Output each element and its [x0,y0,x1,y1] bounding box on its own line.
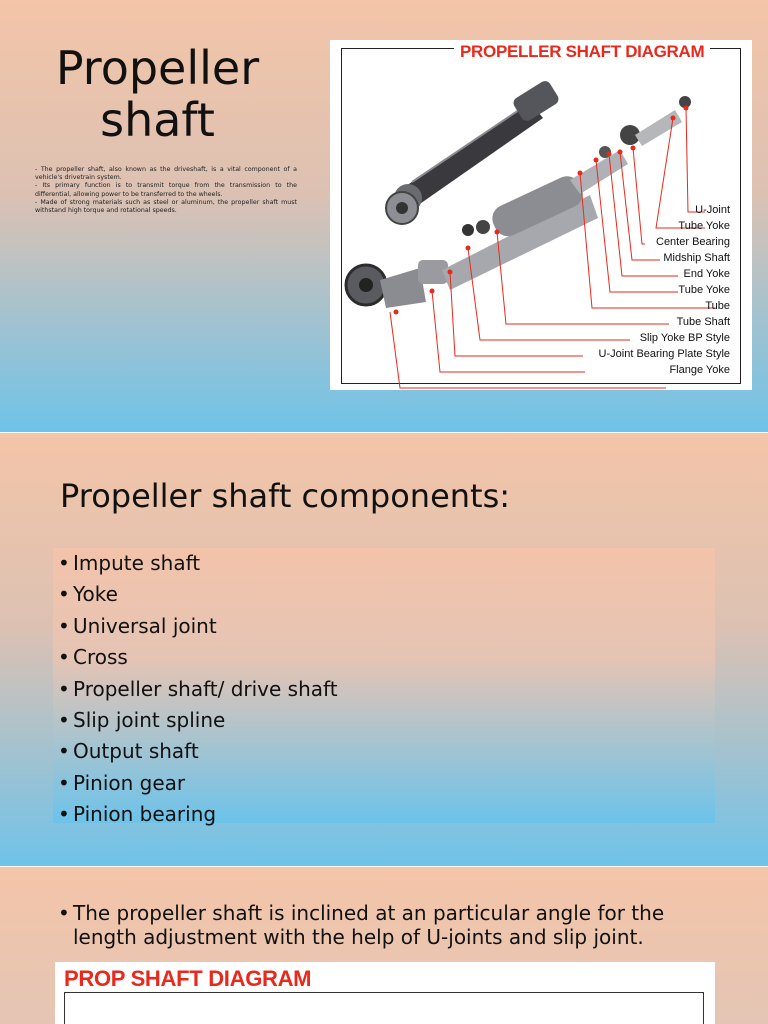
label-tube-yoke: Tube Yoke [678,220,730,232]
list-item [53,705,715,736]
slide-title: Propeller shaft [55,41,260,147]
bullet: • [58,739,70,764]
list-item [53,548,715,579]
bullet: • [58,551,70,575]
body-paragraph-1: - The propeller shaft, also known as the driveshaft, is a vital component of a vehicle's drivetrain system. [35,166,297,182]
label-u-joint: U-Joint [695,204,730,216]
label-center-bearing: Center Bearing [656,236,730,248]
list-item [53,674,715,705]
bullet: • [58,802,70,827]
list-item-text: Output shaft [73,739,199,764]
slide-1 [0,0,768,432]
body-paragraph-3: - Made of strong materials such as steel or aluminum, the propeller shaft must withstand high torque and rotational speeds. [35,198,297,215]
prop-shaft-diagram-title: PROP SHAFT DIAGRAM [64,966,312,991]
slide3-paragraph [58,901,708,949]
list-item [53,579,715,610]
prop-shaft-diagram-frame [64,992,704,1024]
bullet: • [58,676,70,701]
list-item-text: Cross [73,645,128,670]
label-midship-shaft: Midship Shaft [663,252,730,264]
list-item-text: Impute shaft [73,551,201,575]
list-item [53,611,715,642]
label-tube: Tube [705,300,730,312]
propeller-shaft-diagram [330,40,752,390]
list-item-text: Propeller shaft/ drive shaft [73,676,338,701]
slide-3 [0,867,768,1024]
list-item-text: Slip joint spline [73,707,226,732]
bullet: • [58,645,70,670]
components-list-box [53,548,715,827]
list-item-text: Pinion gear [73,770,186,795]
list-item-text: Universal joint [73,613,217,638]
label-slip-yoke: Slip Yoke BP Style [639,332,730,344]
label-flange-yoke: Flange Yoke [669,364,730,376]
diagram-title: PROPELLER SHAFT DIAGRAM [454,42,710,62]
components-list [53,548,715,831]
bullet: • [58,770,70,795]
prop-shaft-diagram [55,962,715,1024]
body-paragraph-2: - Its primary function is to transmit torque from the transmission to the differential, allowing power to be transferred to the wheels. [35,182,297,198]
list-item-text: Pinion bearing [73,802,217,827]
bullet: • [58,901,70,925]
slide-body-text [35,166,297,215]
list-item [53,736,715,767]
label-tube-shaft: Tube Shaft [676,316,730,328]
list-item-text: Yoke [73,582,118,607]
bullet: • [58,707,70,732]
label-end-yoke: End Yoke [683,268,730,280]
list-item [53,799,715,830]
list-item [53,768,715,799]
bullet: • [58,613,70,638]
label-u-joint-bearing-plate: U-Joint Bearing Plate Style [598,348,730,360]
slide-2 [0,433,768,866]
components-heading: Propeller shaft components: [60,477,511,515]
list-item [53,642,715,673]
bullet: • [58,582,70,607]
slide3-text: The propeller shaft is inclined at an particular angle for the length adjustment with the help of U-joints and slip joint. [73,901,665,949]
label-tube-yoke-2: Tube Yoke [678,284,730,296]
